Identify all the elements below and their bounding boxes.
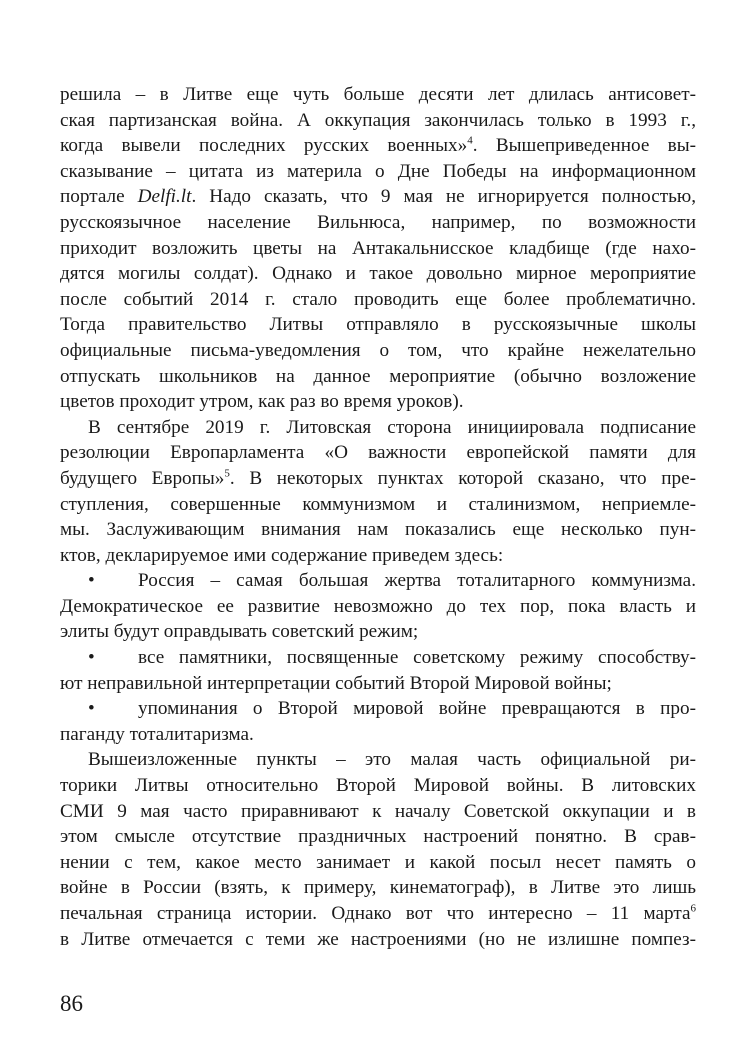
text-line <box>60 133 696 159</box>
text-line: Тогда правительство Литвы отправляло в русскоязычные школы <box>60 314 696 336</box>
text-run: когда вывели последних русских военных» <box>60 135 468 157</box>
text-line <box>60 466 696 492</box>
text-run: . Надо сказать, что 9 мая не игнорируется полностью, <box>191 186 696 208</box>
text-run: упоминания о Второй мировой войне превращаются в про- <box>138 698 696 720</box>
text-run: . Вышеприведенное вы- <box>472 135 696 157</box>
text-line: после событий 2014 г. стало проводить еще более проблематично. <box>60 288 696 310</box>
text-line: ктов, декларируемое ими содержание приведем здесь: <box>60 544 504 566</box>
text-line: нении с тем, какое место занимает и какой посыл несет память о <box>60 851 696 873</box>
text-run: портале <box>60 186 138 208</box>
text-line: СМИ 9 мая часто приравнивают к началу Советской оккупации и в <box>60 800 696 822</box>
text-line: ступления, совершенные коммунизмом и сталинизмом, неприемле- <box>60 493 696 515</box>
text-line: паганду тоталитаризма. <box>60 723 254 745</box>
text-line: Демократическое ее развитие невозможно до тех пор, пока власть и <box>60 595 696 617</box>
text-line: элиты будут оправдывать советский режим; <box>60 621 419 643</box>
text-line: официальные письма-уведомления о том, что крайне нежелательно <box>60 339 696 361</box>
list-item-first-line <box>60 645 696 671</box>
text-run: будущего Европы» <box>60 467 225 489</box>
text-line: дятся могилы солдат). Однако и такое довольно мирное мероприятие <box>60 263 696 285</box>
text-line <box>60 901 696 927</box>
text-line: войне в России (взять, к примеру, кинематограф), в Литве это лишь <box>60 877 696 899</box>
text-line: мы. Заслуживающим внимания нам показались еще несколько пун- <box>60 519 696 541</box>
footnote-ref: 5 <box>224 467 230 480</box>
text-line: русскоязычное население Вильнюса, например, по возможности <box>60 211 696 233</box>
bullet-icon: • <box>88 698 95 720</box>
text-line: в Литве отмечается с теми же настроениями (но не излишне помпез- <box>60 928 696 950</box>
text-line: ская партизанская война. А оккупация закончилась только в 1993 г., <box>60 109 696 131</box>
text-line: приходит возложить цветы на Антакальнисское кладбище (где нахо- <box>60 237 696 259</box>
text-line: торики Литвы относительно Второй Мировой войны. В литовских <box>60 775 696 797</box>
text-run: все памятники, посвященные советскому режиму способству- <box>138 647 696 669</box>
bullet-icon: • <box>88 570 95 592</box>
text-line: этом смысле отсутствие праздничных настроений понятно. В срав- <box>60 826 696 848</box>
body-text <box>60 82 696 952</box>
page-number: 86 <box>60 991 83 1016</box>
text-line <box>60 184 696 210</box>
text-line: ют неправильной интерпретации событий Второй Мировой войны; <box>60 672 612 694</box>
text-run: . В некоторых пунктах которой сказано, что пре- <box>229 467 696 489</box>
footnote-ref: 4 <box>467 134 473 147</box>
footnote-ref: 6 <box>690 902 696 915</box>
text-line: сказывание – цитата из материла о Дне Победы на информационном <box>60 160 696 182</box>
text-line: отпускать школьников на данное мероприятие (обычно возложение <box>60 365 696 387</box>
text-line: В сентябре 2019 г. Литовская сторона инициировала подписание <box>88 416 696 438</box>
text-line: резолюции Европарламента «О важности европейской памяти для <box>60 442 696 464</box>
text-line: цветов проходит утром, как раз во время уроков). <box>60 391 464 413</box>
text-line: решила – в Литве еще чуть больше десяти лет длилась антисовет- <box>60 84 696 105</box>
list-item-first-line <box>60 568 696 594</box>
text-line: Вышеизложенные пункты – это малая часть официальной ри- <box>88 749 696 771</box>
list-item-first-line <box>60 696 696 722</box>
text-run: Россия – самая большая жертва тоталитарного коммунизма. <box>138 570 696 592</box>
italic-site-name: Delfi.lt <box>137 186 192 208</box>
text-run: печальная страница истории. Однако вот что интересно – 11 марта <box>60 903 691 924</box>
bullet-icon: • <box>88 647 95 669</box>
